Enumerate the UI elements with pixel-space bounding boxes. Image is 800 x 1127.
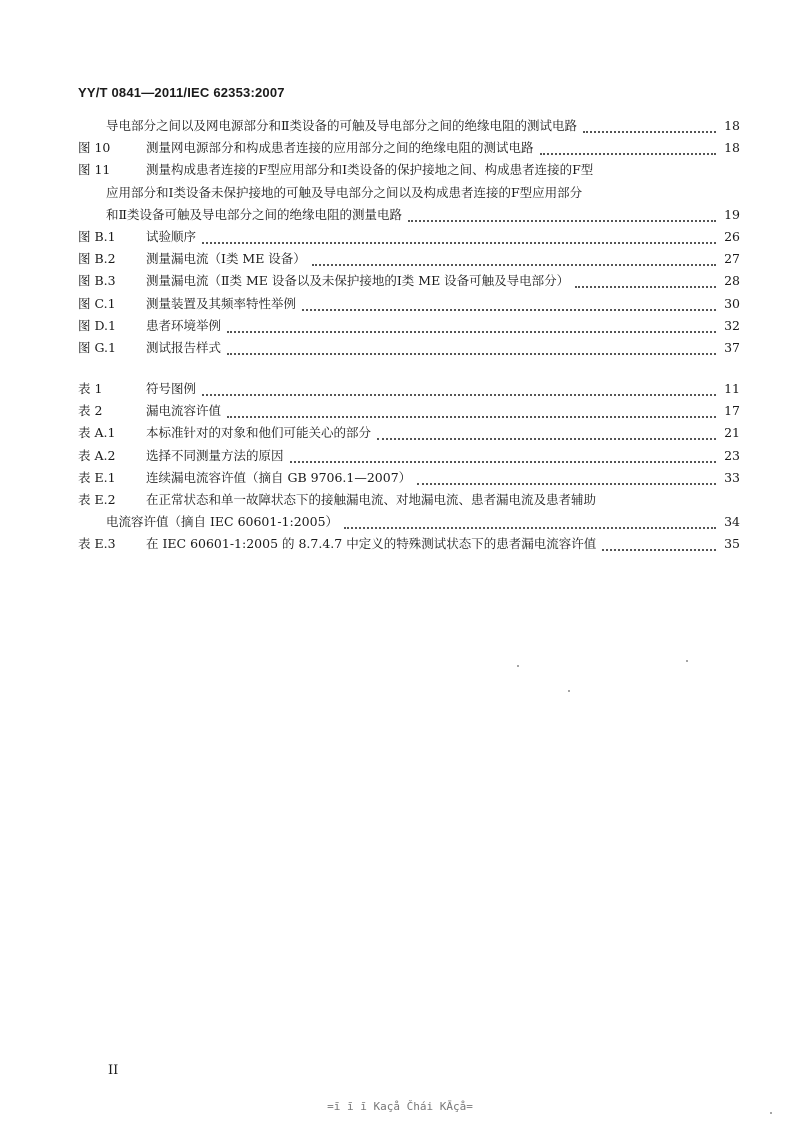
- table-entry[interactable]: [78, 489, 740, 533]
- table-entry[interactable]: [78, 445, 740, 467]
- leader-dots: [227, 339, 716, 355]
- table-label: 表 1: [78, 381, 103, 396]
- table-entry[interactable]: [78, 400, 740, 422]
- figure-title: 和Ⅱ类设备可触及导电部分之间的绝缘电阻的测量电路: [106, 206, 402, 222]
- leader-dots: [602, 535, 716, 551]
- figure-title: 测量漏电流（Ⅱ类 ME 设备以及未保护接地的Ⅰ类 ME 设备可触及导电部分）: [146, 273, 570, 289]
- table-label: 表 2: [78, 403, 103, 419]
- leader-dots: [227, 402, 716, 418]
- scan-watermark: =ī ī ī Kaçå Čhái KĀçå=: [327, 1100, 473, 1113]
- table-page-number: 35: [724, 536, 740, 552]
- figure-label: 图 B.3: [78, 273, 116, 289]
- figure-page-number: 27: [724, 251, 740, 267]
- table-title: 本标准针对的对象和他们可能关心的部分: [146, 425, 372, 441]
- figure-title: 测量构成患者连接的F型应用部分和Ⅰ类设备的保护接地之间、构成患者连接的F型: [146, 162, 594, 178]
- figure-entry[interactable]: [78, 226, 740, 248]
- figure-label: 图 G.1: [78, 340, 116, 355]
- figure-title: 患者环境举例: [146, 317, 222, 333]
- document-header: YY/T 0841—2011/IEC 62353:2007: [78, 85, 285, 100]
- figure-label: 图 C.1: [78, 295, 116, 311]
- figure-label: 图 D.1: [78, 317, 116, 333]
- table-page-number: 23: [724, 447, 740, 463]
- figure-entry[interactable]: [78, 115, 740, 137]
- leader-dots: [377, 424, 716, 440]
- table-title: 在 IEC 60601-1:2005 的 8.7.4.7 中定义的特殊测试状态下的患者漏电流容许值: [146, 536, 597, 552]
- table-entry[interactable]: [78, 467, 740, 489]
- table-page-number: 33: [724, 469, 740, 485]
- table-label: 表 E.1: [78, 469, 116, 485]
- figure-page-number: 37: [724, 340, 740, 355]
- figure-page-number: 30: [724, 295, 740, 311]
- figure-label: 图 B.2: [78, 251, 116, 267]
- table-title: 在正常状态和单一故障状态下的接触漏电流、对地漏电流、患者漏电流及患者辅助: [146, 492, 597, 507]
- figure-entry[interactable]: [78, 337, 740, 359]
- figure-entry[interactable]: [78, 293, 740, 315]
- figure-entry[interactable]: [78, 248, 740, 270]
- table-title: 漏电流容许值: [146, 403, 222, 419]
- figure-title: 测量漏电流（Ⅰ类 ME 设备）: [146, 251, 306, 267]
- table-label: 表 A.2: [78, 447, 116, 463]
- figure-page-number: 28: [724, 273, 740, 289]
- figure-page-number: 19: [724, 206, 740, 222]
- table-title: 选择不同测量方法的原因: [146, 447, 284, 463]
- leader-dots: [312, 250, 716, 266]
- leader-dots: [583, 117, 716, 133]
- table-title: 连续漏电流容许值（摘自 GB 9706.1—2007）: [146, 469, 412, 485]
- figure-entry[interactable]: [78, 137, 740, 159]
- leader-dots: [540, 139, 716, 155]
- table-entry[interactable]: [78, 533, 740, 555]
- table-label: 表 E.2: [78, 492, 116, 507]
- table-title: 符号图例: [146, 381, 197, 396]
- figure-title: 试验顺序: [146, 229, 197, 244]
- table-page-number: 11: [724, 381, 740, 396]
- leader-dots: [202, 380, 716, 396]
- figure-title: 测量装置及其频率特性举例: [146, 295, 297, 311]
- leader-dots: [290, 447, 716, 463]
- roman-page-number: II: [108, 1063, 119, 1078]
- figure-label: 图 B.1: [78, 229, 116, 244]
- scan-speck: [686, 660, 688, 662]
- figure-entry[interactable]: [78, 159, 740, 226]
- leader-dots: [302, 295, 716, 311]
- table-page-number: 34: [724, 514, 740, 530]
- table-entry[interactable]: [78, 422, 740, 444]
- table-title: 电流容许值（摘自 IEC 60601-1:2005）: [106, 514, 339, 530]
- leader-dots: [344, 513, 716, 529]
- figure-title: 应用部分和Ⅰ类设备未保护接地的可触及导电部分之间以及构成患者连接的F型应用部分: [106, 184, 583, 200]
- figure-page-number: 32: [724, 317, 740, 333]
- figure-entry[interactable]: [78, 270, 740, 292]
- figure-page-number: 26: [724, 229, 740, 244]
- table-label: 表 A.1: [78, 425, 116, 441]
- figure-label: 图 11: [78, 162, 111, 178]
- scan-speck: [568, 690, 570, 692]
- figure-title: 测试报告样式: [146, 340, 222, 355]
- figure-page-number: 18: [724, 140, 740, 156]
- scan-speck: [770, 1112, 772, 1114]
- table-page-number: 21: [724, 425, 740, 441]
- figure-label: 图 10: [78, 140, 111, 156]
- leader-dots: [227, 317, 716, 333]
- figure-title: 导电部分之间以及网电源部分和Ⅱ类设备的可触及导电部分之间的绝缘电阻的测试电路: [106, 118, 577, 133]
- leader-dots: [202, 228, 716, 244]
- table-label: 表 E.3: [78, 536, 116, 552]
- table-entry[interactable]: [78, 378, 740, 400]
- figure-page-number: 18: [724, 118, 740, 133]
- figure-entry[interactable]: [78, 315, 740, 337]
- figure-title: 测量网电源部分和构成患者连接的应用部分之间的绝缘电阻的测试电路: [146, 140, 534, 156]
- leader-dots: [575, 272, 716, 288]
- leader-dots: [417, 469, 716, 485]
- scan-speck: [517, 665, 519, 667]
- table-page-number: 17: [724, 403, 740, 419]
- leader-dots: [408, 206, 716, 222]
